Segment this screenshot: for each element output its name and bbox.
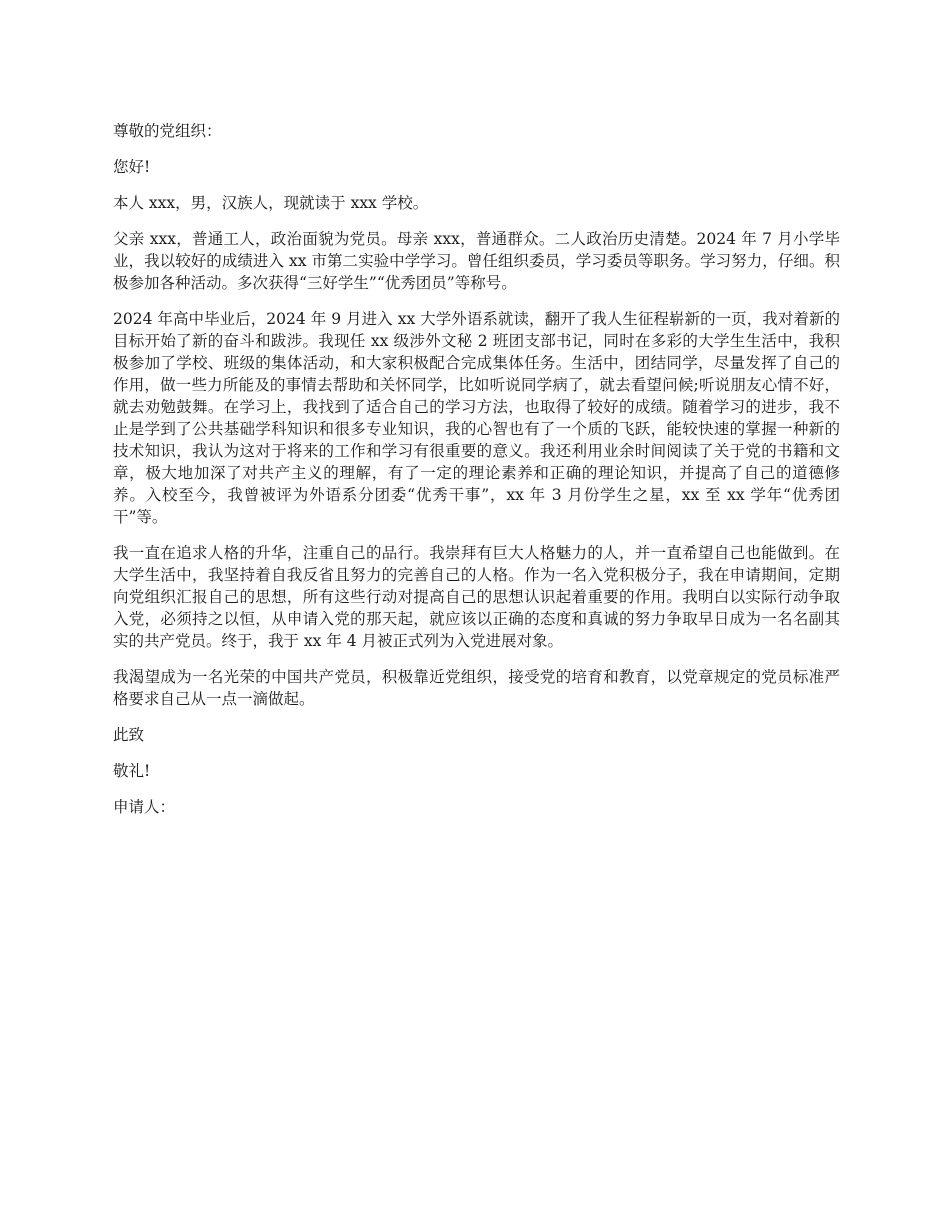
paragraph-intro: 本人 xxx，男，汉族人，现就读于 xxx 学校。 (113, 194, 429, 212)
closing: 此致 (113, 726, 145, 744)
regards: 敬礼! (113, 762, 151, 780)
paragraph-character: 我一直在追求人格的升华，注重自己的品行。我崇拜有巨大人格魅力的人，并一直希望自己也能做到。在大学生活中，我坚持着自我反省且努力的完善自己的人格。作为一名入党积极分子，我在申请期间，定期向党组织汇报自己的思想，所有这些行动对提高自己的思想认识起着重要的作用。我明白以实际行动争取入党，必须持之以恒，从申请入党的那天起，就应该以正确的态度和真诚的努力争取早日成为一名名副其实的共产党员。终于，我于 xx 年 4 月被正式列为入党进展对象。 (113, 544, 840, 650)
paragraph-family: 父亲 xxx，普通工人，政治面貌为党员。母亲 xxx，普通群众。二人政治历史清楚。2024 年 7 月小学毕业，我以较好的成绩进入 xx 市第二实验中学学习。曾任组织委员，学习委员等职务。学习努力，仔细。积极参加各种活动。多次获得“三好学生”“优秀团员”等称号。 (113, 230, 840, 292)
applicant-label: 申请人： (113, 798, 176, 816)
salutation: 尊敬的党组织： (113, 122, 222, 140)
paragraph-aspiration: 我渴望成为一名光荣的中国共产党员，积极靠近党组织，接受党的培育和教育，以党章规定的党员标准严格要求自己从一点一滴做起。 (113, 668, 840, 708)
letter-body (113, 120, 840, 832)
greeting: 您好! (113, 158, 151, 176)
paragraph-university: 2024 年高中毕业后，2024 年 9 月进入 xx 大学外语系就读，翻开了我人生征程崭新的一页，我对着新的目标开始了新的奋斗和跋涉。我现任 xx 级涉外文秘 2 班团支部书记，同时在多彩的大学生生活中，我积极参加了学校、班级的集体活动，和大家积极配合完成集体任务。生活中，团结同学，尽量发挥了自己的作用，做一些力所能及的事情去帮助和关怀同学，比如听说同学病了，就去看望问候;听说朋友心情不好，就去劝勉鼓舞。在学习上，我找到了适合自己的学习方法，也取得了较好的成绩。随着学习的进步，我不止是学到了公共基础学科知识和很多专业知识，我的心智也有了一个质的飞跃，能较快速的掌握一种新的技术知识，我认为这对于将来的工作和学习有很重要的意义。我还利用业余时间阅读了关于党的书籍和文章，极大地加深了对共产主义的理解，有了一定的理论素养和正确的理论知识，并提高了自己的道德修养。入校至今，我曾被评为外语系分团委“优秀干事”，xx 年 3 月份学生之星，xx 至 xx 学年“优秀团干”等。 (113, 310, 840, 526)
